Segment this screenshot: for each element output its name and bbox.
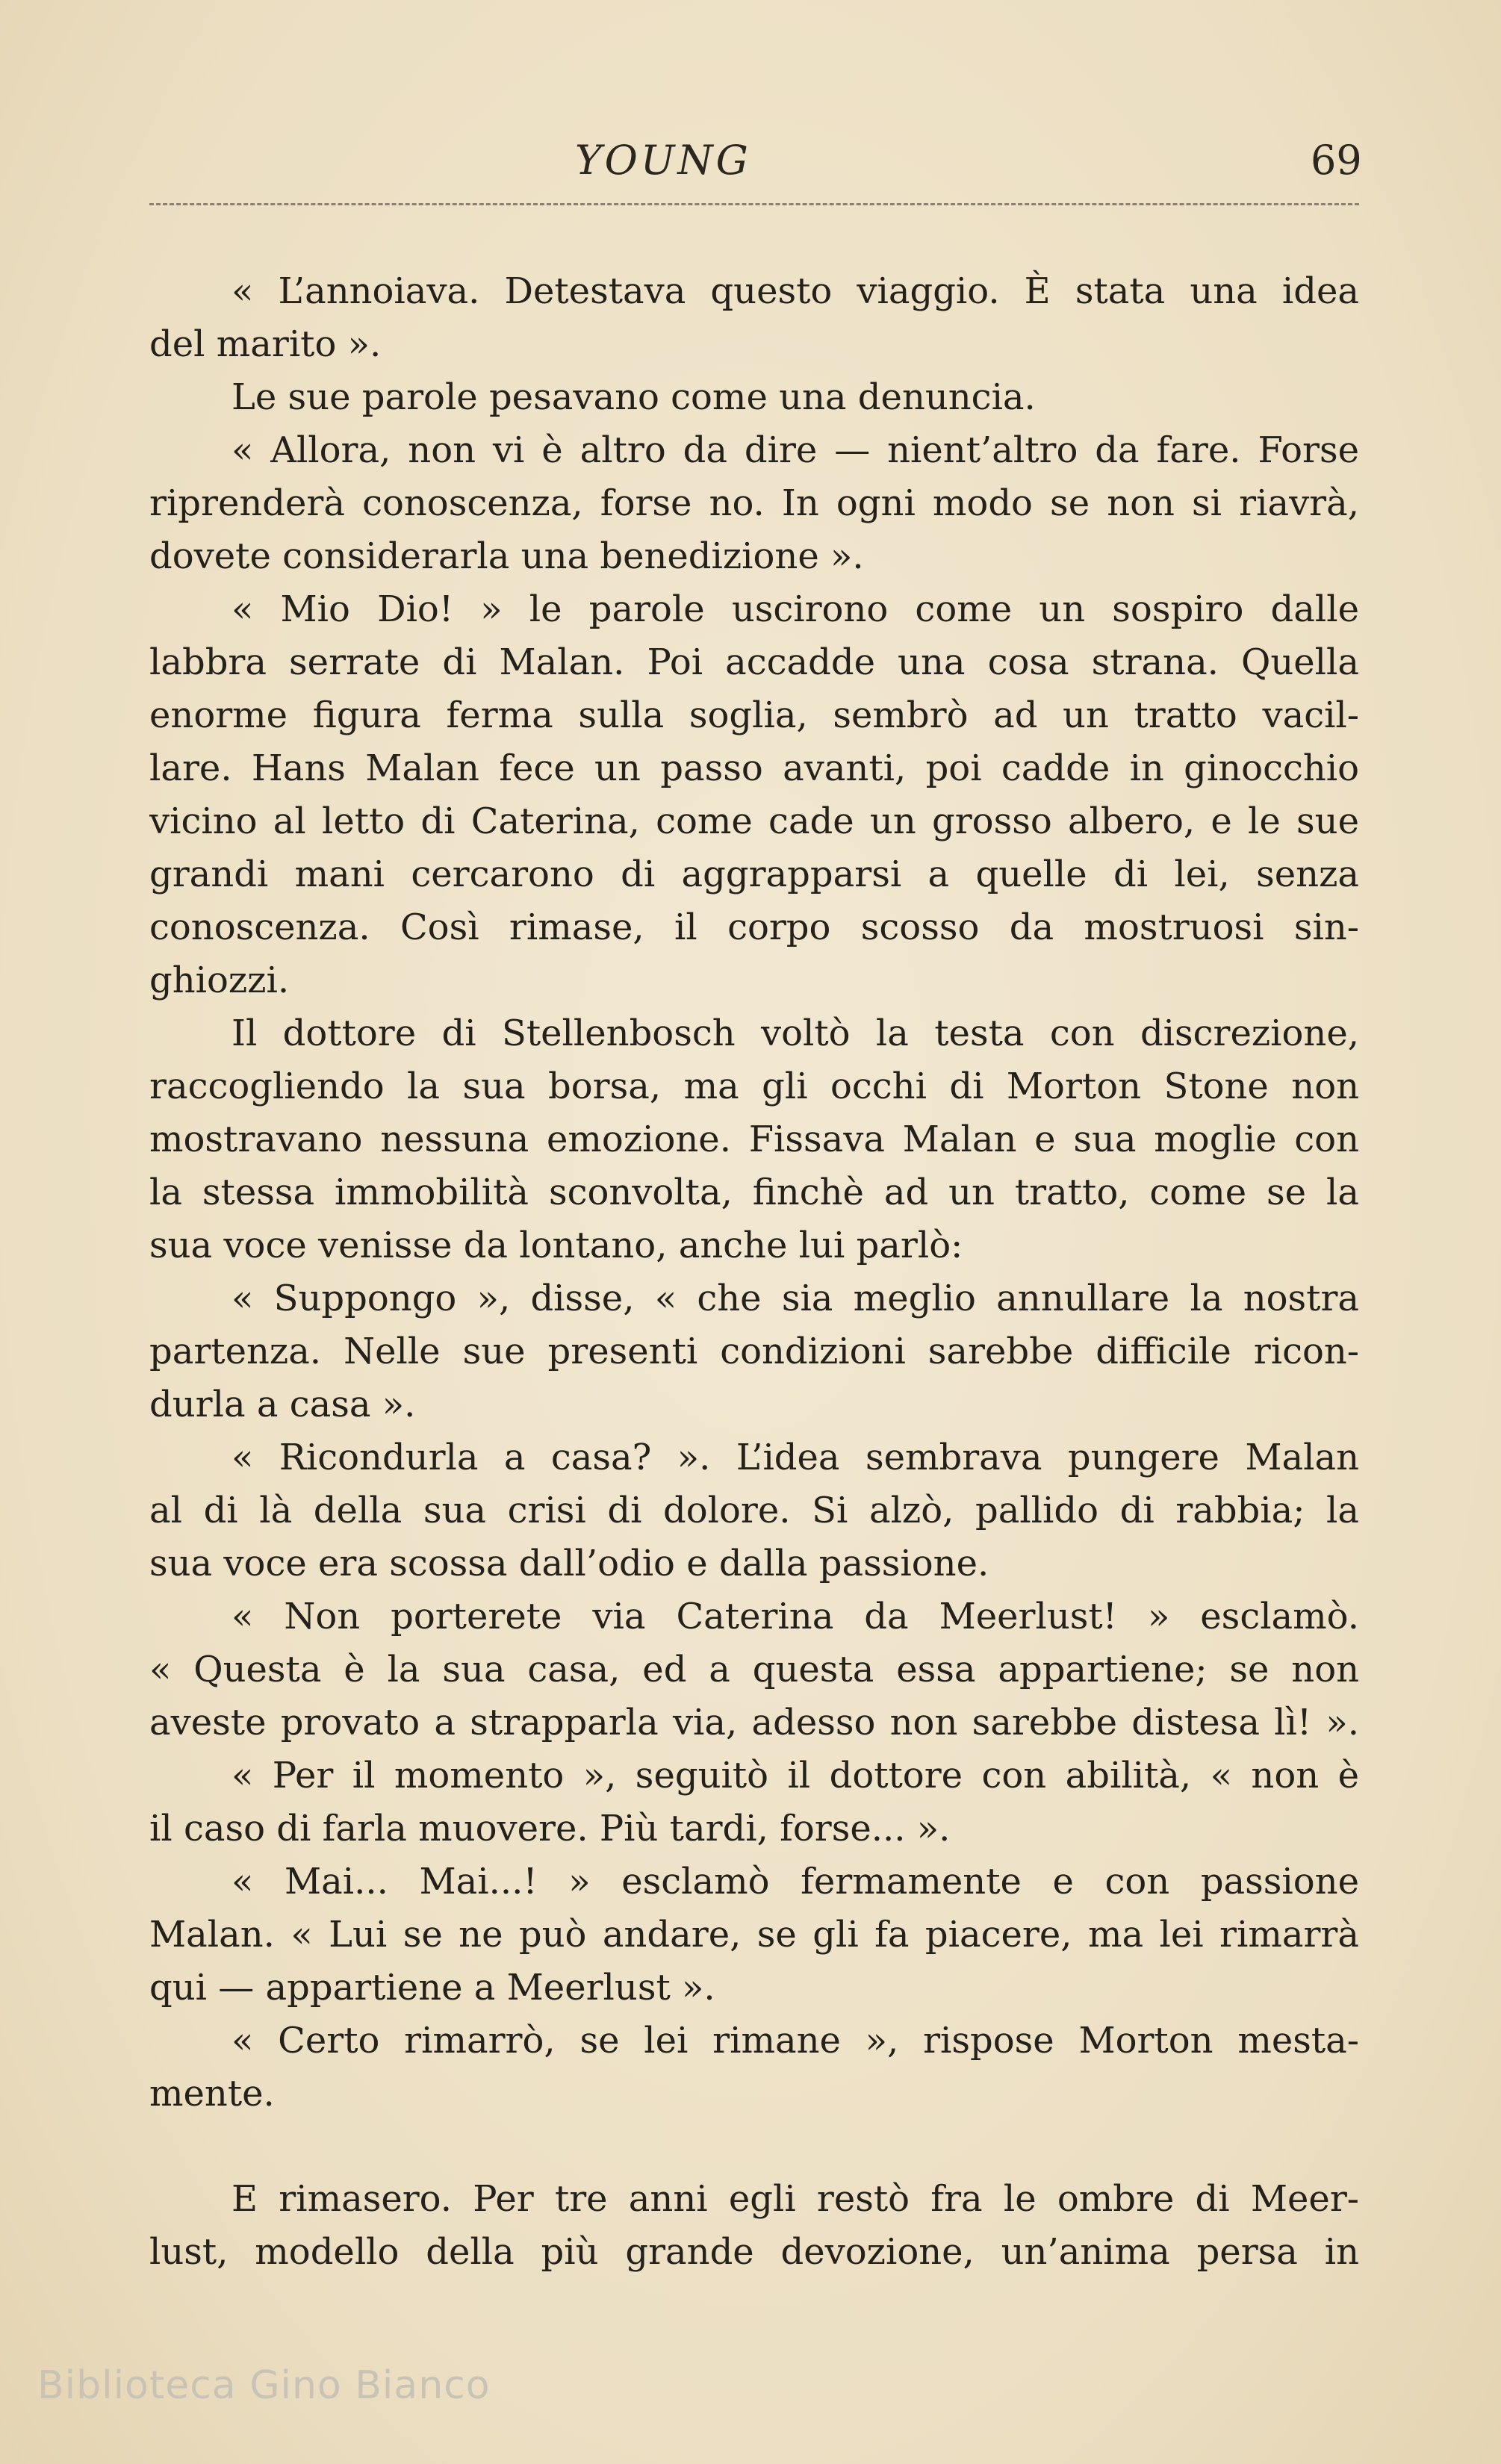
text-line: « Per il momento », seguitò il dottore con abilità, « non è — [231, 1755, 1359, 1796]
body-text — [149, 265, 1359, 2279]
text-line: mostravano nessuna emozione. Fissava Malan e sua moglie con — [149, 1119, 1359, 1160]
text-line: « Certo rimarrò, se lei rimane », rispose Morton mesta- — [231, 2020, 1359, 2062]
text-line: « Mio Dio! » le parole uscirono come un sospiro dalle — [231, 588, 1359, 630]
text-line: aveste provato a strapparla via, adesso non sarebbe distesa lì! ». — [149, 1702, 1359, 1743]
text-line: E rimasero. Per tre anni egli restò fra le ombre di Meer- — [231, 2178, 1359, 2220]
page-number: 69 — [1311, 137, 1362, 184]
header-rule — [149, 203, 1359, 205]
text-line: mente. — [149, 2073, 275, 2115]
text-line: al di là della sua crisi di dolore. Si alzò, pallido di rabbia; la — [149, 1490, 1359, 1531]
text-line: labbra serrate di Malan. Poi accadde una cosa strana. Quella — [149, 641, 1359, 683]
text-line: riprenderà conoscenza, forse no. In ogni modo se non si riavrà, — [149, 482, 1359, 524]
text-line: vicino al letto di Caterina, come cade un grosso albero, e le sue — [149, 800, 1359, 842]
text-line: « Suppongo », disse, « che sia meglio annullare la nostra — [231, 1278, 1359, 1319]
page-header — [0, 123, 1501, 183]
text-line: lust, modello della più grande devozione, un’anima persa in — [149, 2231, 1359, 2273]
text-line: durla a casa ». — [149, 1384, 416, 1425]
text-section-continued — [149, 2173, 1359, 2279]
text-line: sua voce venisse da lontano, anche lui parlò: — [149, 1225, 963, 1266]
text-line: qui — appartiene a Meerlust ». — [149, 1967, 715, 2009]
text-line: conoscenza. Così rimase, il corpo scosso da mostruosi sin- — [149, 906, 1359, 948]
text-line: « Questa è la sua casa, ed a questa essa appartiene; se non — [149, 1649, 1359, 1690]
text-line: « Allora, non vi è altro da dire — nient’altro da fare. Forse — [231, 429, 1359, 471]
text-line: enorme figura ferma sulla soglia, sembrò ad un tratto vacil- — [149, 694, 1359, 736]
text-line: la stessa immobilità sconvolta, finchè ad un tratto, come se la — [149, 1172, 1359, 1213]
text-line: « Non porterete via Caterina da Meerlust! » esclamò. — [231, 1596, 1359, 1637]
text-line: ghiozzi. — [149, 959, 290, 1001]
text-line: grandi mani cercarono di aggrapparsi a quelle di lei, senza — [149, 853, 1359, 895]
text-line: dovete considerarla una benedizione ». — [149, 535, 864, 577]
library-watermark: Biblioteca Gino Bianco — [37, 2363, 491, 2408]
text-line: partenza. Nelle sue presenti condizioni sarebbe difficile ricon- — [149, 1331, 1359, 1372]
text-section-main — [149, 265, 1359, 2121]
running-title: YOUNG — [575, 137, 751, 184]
text-line: raccogliendo la sua borsa, ma gli occhi di Morton Stone non — [149, 1065, 1359, 1107]
text-line: Malan. « Lui se ne può andare, se gli fa piacere, ma lei rimarrà — [149, 1914, 1359, 1956]
text-line: lare. Hans Malan fece un passo avanti, poi cadde in ginocchio — [149, 747, 1359, 789]
text-line: sua voce era scossa dall’odio e dalla passione. — [149, 1543, 989, 1584]
text-line: il caso di farla muovere. Più tardi, forse... ». — [149, 1808, 951, 1849]
text-line: « Mai... Mai...! » esclamò fermamente e con passione — [231, 1861, 1359, 1903]
text-line: « Ricondurla a casa? ». L’idea sembrava pungere Malan — [231, 1437, 1359, 1478]
section-break — [149, 2121, 1359, 2173]
text-line: Il dottore di Stellenbosch voltò la testa con discrezione, — [231, 1012, 1359, 1054]
text-line: « L’annoiava. Detestava questo viaggio. È stata una idea — [231, 270, 1359, 312]
text-line: Le sue parole pesavano come una denuncia. — [231, 376, 1036, 418]
text-line: del marito ». — [149, 323, 382, 365]
